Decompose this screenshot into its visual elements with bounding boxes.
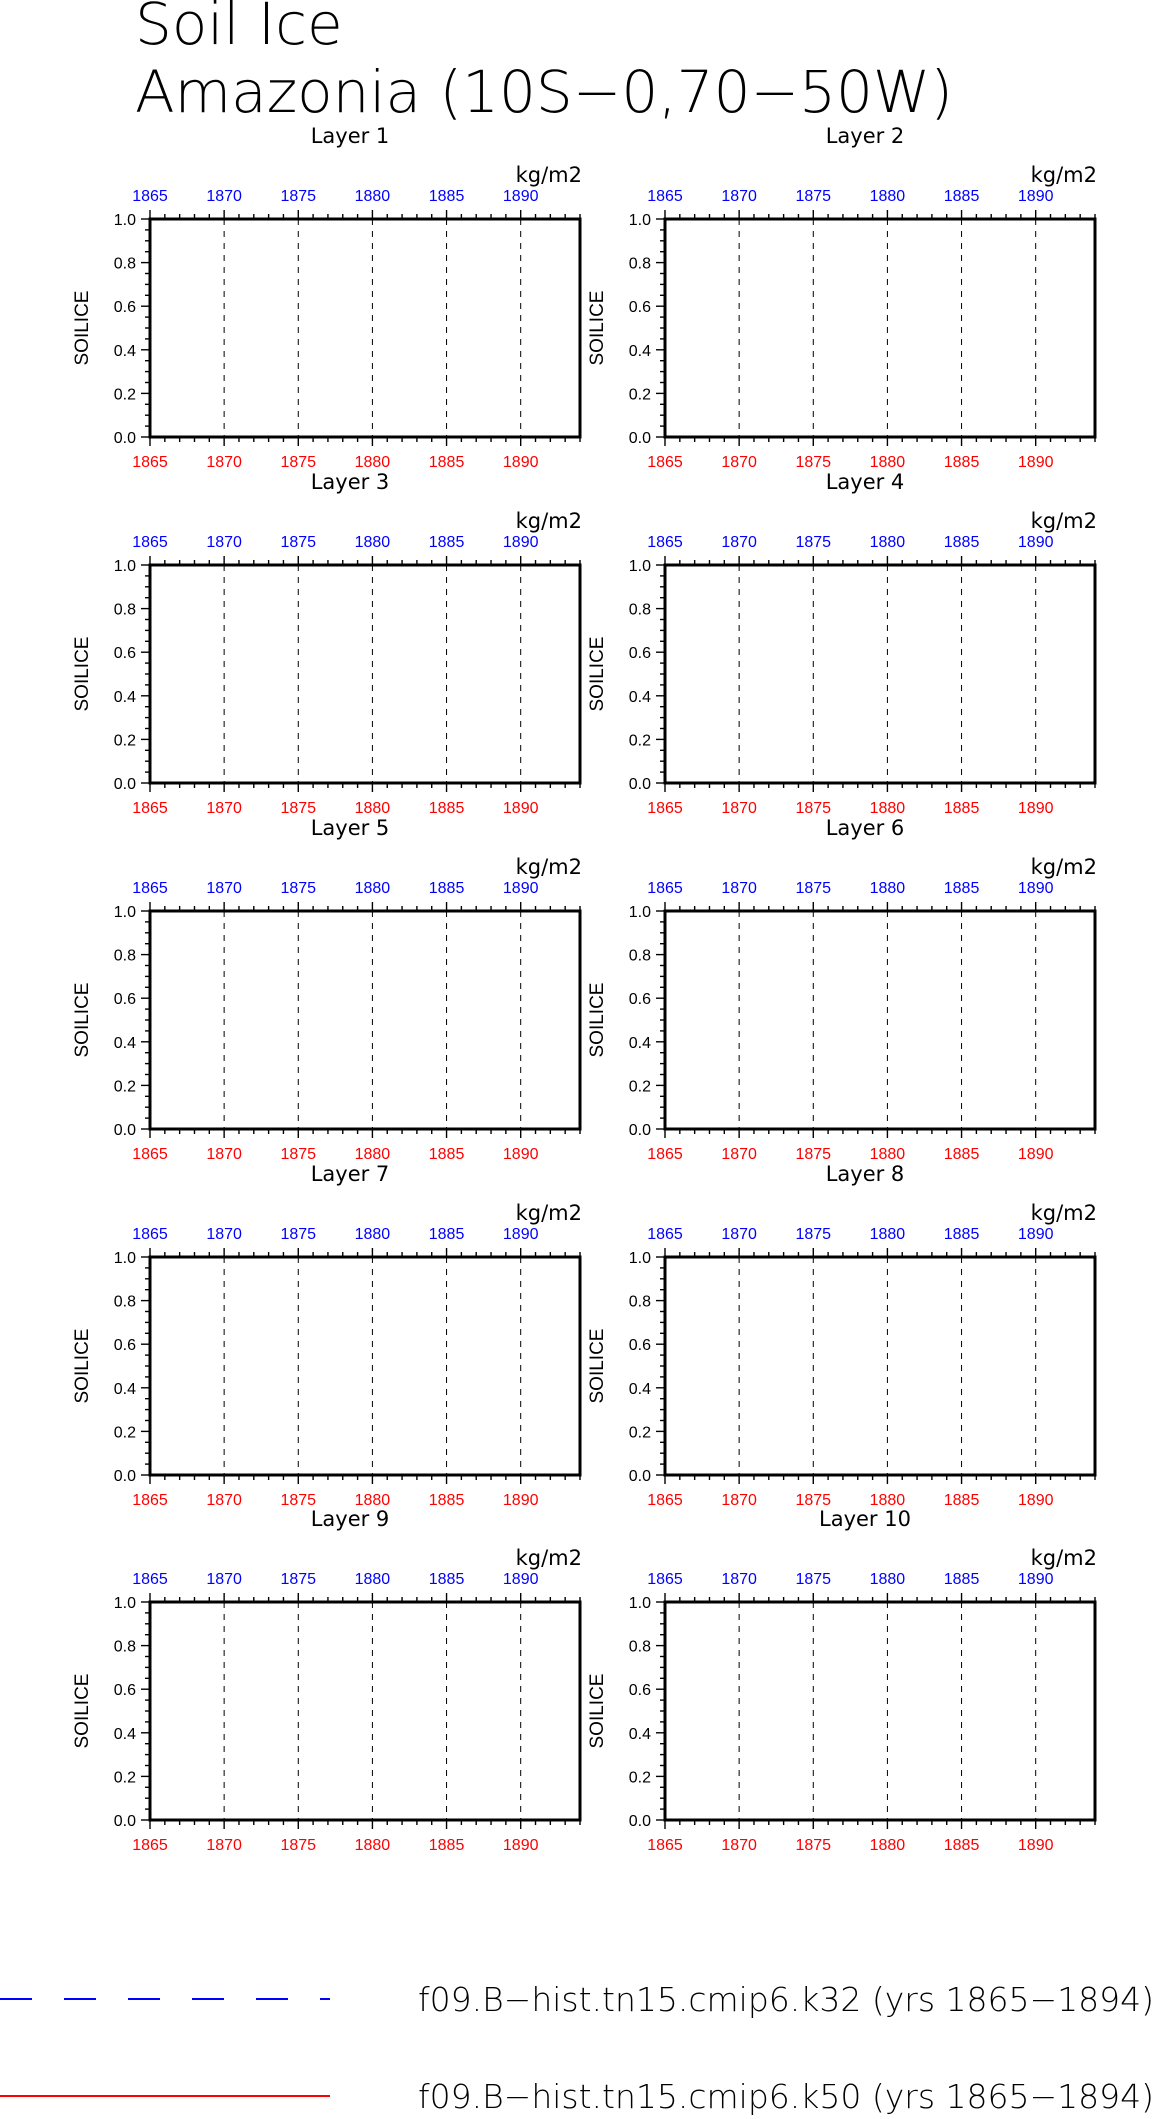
layer-6-xtick-label-bottom: 1870 (721, 1146, 757, 1163)
layer-10-xtick-label-top: 1885 (943, 1571, 980, 1588)
layer-4-xtick-label-bottom: 1890 (1017, 800, 1054, 817)
layer-9-ytick-label: 1.0 (113, 1595, 136, 1612)
layer-7-xtick-label-top: 1890 (502, 1226, 539, 1243)
layer-1-xtick-label-top: 1890 (502, 188, 539, 205)
layer-6-ytick-label: 0.4 (628, 1034, 651, 1052)
layer-3-plot-frame (150, 565, 580, 783)
layer-1-xtick-label-bottom: 1875 (280, 454, 317, 471)
layer-3-ylabel: SOILICE (72, 636, 93, 712)
layer-3-xtick-label-bottom: 1880 (354, 800, 391, 817)
layer-5-ytick-label: 0.4 (113, 1034, 136, 1052)
layer-10-ylabel: SOILICE (587, 1673, 608, 1749)
layer-6-ytick-label: 0.6 (628, 991, 651, 1009)
layer-4-xtick-label-bottom: 1870 (721, 800, 757, 817)
layer-2-ytick-label: 0.0 (628, 430, 651, 447)
layer-9-ytick-label: 0.8 (113, 1638, 136, 1656)
layer-7-ytick-label: 0.8 (113, 1293, 136, 1311)
layer-8-ytick-label: 1.0 (628, 1250, 651, 1267)
layer-5-units: kg/m2 (515, 855, 582, 879)
layer-8-title: Layer 8 (825, 1162, 905, 1186)
layer-10-title: Layer 10 (819, 1507, 911, 1531)
layer-9-ytick-label: 0.4 (113, 1725, 136, 1743)
layer-1-xtick-label-top: 1865 (132, 188, 168, 205)
layer-10-xtick-label-bottom: 1880 (869, 1837, 906, 1854)
layer-4-xtick-label-top: 1880 (869, 534, 906, 551)
layer-6-title: Layer 6 (825, 816, 905, 840)
layer-5-ytick-label: 1.0 (113, 904, 136, 921)
layer-10-xtick-label-bottom: 1885 (943, 1837, 980, 1854)
layer-10-ytick-label: 1.0 (628, 1595, 651, 1612)
layer-1-xtick-label-bottom: 1870 (206, 454, 242, 471)
layer-7-xtick-label-bottom: 1865 (132, 1492, 168, 1509)
layer-9-xtick-label-bottom: 1875 (280, 1837, 317, 1854)
layer-6-xtick-label-top: 1870 (721, 880, 757, 897)
layer-6-xtick-label-top: 1865 (647, 880, 683, 897)
layer-6-xtick-label-bottom: 1880 (869, 1146, 906, 1163)
layer-3-xtick-label-bottom: 1865 (132, 800, 168, 817)
layer-3-ytick-label: 0.0 (113, 776, 136, 793)
layer-6-ytick-label: 0.8 (628, 947, 651, 965)
layer-6-xtick-label-bottom: 1875 (795, 1146, 832, 1163)
layer-6-ytick-label: 0.0 (628, 1122, 651, 1139)
layer-2-xtick-label-top: 1885 (943, 188, 980, 205)
layer-7-xtick-label-bottom: 1870 (206, 1492, 242, 1509)
layer-10-xtick-label-top: 1865 (647, 1571, 683, 1588)
layer-8-ytick-label: 0.6 (628, 1337, 651, 1355)
layer-6-xtick-label-top: 1890 (1017, 880, 1054, 897)
layer-5-ytick-label: 0.8 (113, 947, 136, 965)
layer-10-ytick-label: 0.0 (628, 1813, 651, 1830)
layer-4-xtick-label-bottom: 1865 (647, 800, 683, 817)
layer-3-xtick-label-top: 1870 (206, 534, 242, 551)
layer-5-xtick-label-bottom: 1870 (206, 1146, 242, 1163)
layer-1-xtick-label-top: 1880 (354, 188, 391, 205)
layer-6-xtick-label-bottom: 1890 (1017, 1146, 1054, 1163)
layer-1-ytick-label: 0.2 (113, 386, 136, 404)
layer-8-units: kg/m2 (1030, 1201, 1097, 1225)
layer-4-units: kg/m2 (1030, 509, 1097, 533)
layer-6-panel (587, 816, 1097, 1163)
layer-4-xtick-label-bottom: 1885 (943, 800, 980, 817)
layer-6-xtick-label-top: 1875 (795, 880, 832, 897)
layer-5-xtick-label-top: 1880 (354, 880, 391, 897)
layer-9-xtick-label-top: 1865 (132, 1571, 168, 1588)
layer-2-xtick-label-bottom: 1865 (647, 454, 683, 471)
layer-9-xtick-label-bottom: 1890 (502, 1837, 539, 1854)
layer-7-ytick-label: 0.6 (113, 1337, 136, 1355)
layer-9-units: kg/m2 (515, 1546, 582, 1570)
layer-3-xtick-label-bottom: 1885 (428, 800, 465, 817)
layer-5-xtick-label-bottom: 1890 (502, 1146, 539, 1163)
layer-10-units: kg/m2 (1030, 1546, 1097, 1570)
layer-2-ytick-label: 0.6 (628, 299, 651, 317)
layer-8-ytick-label: 0.0 (628, 1468, 651, 1485)
layer-4-xtick-label-top: 1885 (943, 534, 980, 551)
layer-7-title: Layer 7 (310, 1162, 390, 1186)
layer-1-ytick-label: 0.0 (113, 430, 136, 447)
layer-9-xtick-label-bottom: 1885 (428, 1837, 465, 1854)
layer-10-xtick-label-bottom: 1870 (721, 1837, 757, 1854)
layer-8-xtick-label-top: 1865 (647, 1226, 683, 1243)
layer-7-ytick-label: 0.4 (113, 1380, 136, 1398)
layer-2-ylabel: SOILICE (587, 290, 608, 366)
layer-6-xtick-label-bottom: 1865 (647, 1146, 683, 1163)
layer-3-ytick-label: 1.0 (113, 558, 136, 575)
layer-10-ytick-label: 0.4 (628, 1725, 651, 1743)
layer-8-xtick-label-top: 1875 (795, 1226, 832, 1243)
layer-7-xtick-label-top: 1875 (280, 1226, 317, 1243)
layer-3-ytick-label: 0.6 (113, 645, 136, 663)
layer-3-ytick-label: 0.4 (113, 688, 136, 706)
layer-1-xtick-label-top: 1875 (280, 188, 317, 205)
panel-grid (72, 124, 1097, 1854)
layer-2-xtick-label-top: 1890 (1017, 188, 1054, 205)
legend-label-k32: f09.B−hist.tn15.cmip6.k32 (yrs 1865−1894) (417, 1980, 1154, 2019)
layer-5-ytick-label: 0.2 (113, 1078, 136, 1096)
layer-6-plot-frame (665, 911, 1095, 1129)
layer-2-xtick-label-top: 1875 (795, 188, 832, 205)
layer-5-xtick-label-top: 1875 (280, 880, 317, 897)
layer-10-xtick-label-top: 1875 (795, 1571, 832, 1588)
layer-10-ytick-label: 0.2 (628, 1769, 651, 1787)
layer-4-ytick-label: 0.8 (628, 601, 651, 619)
layer-1-panel (72, 124, 582, 471)
layer-5-ylabel: SOILICE (72, 982, 93, 1058)
layer-8-xtick-label-bottom: 1890 (1017, 1492, 1054, 1509)
legend (0, 1980, 1154, 2116)
layer-5-xtick-label-bottom: 1880 (354, 1146, 391, 1163)
layer-6-ytick-label: 0.2 (628, 1078, 651, 1096)
layer-1-xtick-label-top: 1870 (206, 188, 242, 205)
layer-2-ytick-label: 1.0 (628, 212, 651, 229)
layer-3-ytick-label: 0.8 (113, 601, 136, 619)
layer-4-ylabel: SOILICE (587, 636, 608, 712)
layer-8-xtick-label-bottom: 1865 (647, 1492, 683, 1509)
layer-7-xtick-label-bottom: 1880 (354, 1492, 391, 1509)
layer-3-xtick-label-top: 1885 (428, 534, 465, 551)
layer-3-xtick-label-top: 1865 (132, 534, 168, 551)
layer-2-plot-frame (665, 219, 1095, 437)
layer-4-ytick-label: 0.2 (628, 732, 651, 750)
layer-5-xtick-label-bottom: 1875 (280, 1146, 317, 1163)
layer-5-xtick-label-top: 1865 (132, 880, 168, 897)
layer-3-xtick-label-bottom: 1875 (280, 800, 317, 817)
layer-8-xtick-label-top: 1885 (943, 1226, 980, 1243)
layer-4-title: Layer 4 (825, 470, 905, 494)
layer-3-xtick-label-top: 1875 (280, 534, 317, 551)
layer-10-xtick-label-bottom: 1890 (1017, 1837, 1054, 1854)
layer-2-xtick-label-bottom: 1880 (869, 454, 906, 471)
layer-7-units: kg/m2 (515, 1201, 582, 1225)
legend-label-k50: f09.B−hist.tn15.cmip6.k50 (yrs 1865−1894) (417, 2077, 1154, 2116)
layer-2-xtick-label-bottom: 1875 (795, 454, 832, 471)
layer-1-ylabel: SOILICE (72, 290, 93, 366)
layer-4-ytick-label: 0.6 (628, 645, 651, 663)
layer-4-plot-frame (665, 565, 1095, 783)
layer-10-xtick-label-top: 1890 (1017, 1571, 1054, 1588)
layer-1-ytick-label: 1.0 (113, 212, 136, 229)
layer-10-ytick-label: 0.6 (628, 1682, 651, 1700)
layer-4-ytick-label: 0.0 (628, 776, 651, 793)
layer-5-xtick-label-top: 1890 (502, 880, 539, 897)
layer-1-ytick-label: 0.4 (113, 342, 136, 360)
layer-1-title: Layer 1 (310, 124, 390, 148)
layer-9-xtick-label-top: 1870 (206, 1571, 242, 1588)
layer-1-ytick-label: 0.8 (113, 255, 136, 273)
layer-9-xtick-label-bottom: 1865 (132, 1837, 168, 1854)
layer-8-ytick-label: 0.2 (628, 1424, 651, 1442)
layer-5-plot-frame (150, 911, 580, 1129)
layer-4-xtick-label-bottom: 1880 (869, 800, 906, 817)
layer-6-xtick-label-top: 1885 (943, 880, 980, 897)
layer-9-ytick-label: 0.0 (113, 1813, 136, 1830)
layer-8-xtick-label-bottom: 1885 (943, 1492, 980, 1509)
layer-1-units: kg/m2 (515, 163, 582, 187)
layer-4-xtick-label-top: 1875 (795, 534, 832, 551)
layer-7-ylabel: SOILICE (72, 1328, 93, 1404)
layer-1-xtick-label-bottom: 1890 (502, 454, 539, 471)
layer-10-ytick-label: 0.8 (628, 1638, 651, 1656)
layer-9-title: Layer 9 (310, 1507, 390, 1531)
layer-7-ytick-label: 0.2 (113, 1424, 136, 1442)
layer-3-ytick-label: 0.2 (113, 732, 136, 750)
layer-7-xtick-label-bottom: 1875 (280, 1492, 317, 1509)
layer-4-xtick-label-top: 1890 (1017, 534, 1054, 551)
layer-7-ytick-label: 0.0 (113, 1468, 136, 1485)
layer-3-xtick-label-bottom: 1870 (206, 800, 242, 817)
layer-5-xtick-label-top: 1870 (206, 880, 242, 897)
layer-4-xtick-label-top: 1870 (721, 534, 757, 551)
layer-10-xtick-label-bottom: 1875 (795, 1837, 832, 1854)
layer-7-plot-frame (150, 1257, 580, 1475)
layer-5-xtick-label-top: 1885 (428, 880, 465, 897)
layer-9-ylabel: SOILICE (72, 1673, 93, 1749)
layer-3-title: Layer 3 (310, 470, 390, 494)
layer-9-xtick-label-bottom: 1870 (206, 1837, 242, 1854)
layer-3-xtick-label-top: 1890 (502, 534, 539, 551)
layer-5-xtick-label-bottom: 1865 (132, 1146, 168, 1163)
layer-3-panel (72, 470, 582, 817)
layer-9-ytick-label: 0.6 (113, 1682, 136, 1700)
layer-7-ytick-label: 1.0 (113, 1250, 136, 1267)
layer-8-ytick-label: 0.8 (628, 1293, 651, 1311)
layer-2-ytick-label: 0.2 (628, 386, 651, 404)
layer-1-plot-frame (150, 219, 580, 437)
layer-1-xtick-label-top: 1885 (428, 188, 465, 205)
layer-4-ytick-label: 1.0 (628, 558, 651, 575)
layer-3-xtick-label-bottom: 1890 (502, 800, 539, 817)
layer-2-xtick-label-bottom: 1870 (721, 454, 757, 471)
layer-7-xtick-label-bottom: 1890 (502, 1492, 539, 1509)
layer-8-xtick-label-top: 1880 (869, 1226, 906, 1243)
layer-8-ylabel: SOILICE (587, 1328, 608, 1404)
layer-10-xtick-label-bottom: 1865 (647, 1837, 683, 1854)
layer-2-ytick-label: 0.4 (628, 342, 651, 360)
layer-9-xtick-label-top: 1880 (354, 1571, 391, 1588)
layer-8-ytick-label: 0.4 (628, 1380, 651, 1398)
layer-5-xtick-label-bottom: 1885 (428, 1146, 465, 1163)
layer-8-xtick-label-bottom: 1870 (721, 1492, 757, 1509)
layer-9-xtick-label-top: 1890 (502, 1571, 539, 1588)
layer-1-ytick-label: 0.6 (113, 299, 136, 317)
layer-8-xtick-label-bottom: 1880 (869, 1492, 906, 1509)
figure-title-line-1: Soil Ice (135, 0, 343, 58)
layer-9-plot-frame (150, 1602, 580, 1820)
layer-7-xtick-label-top: 1865 (132, 1226, 168, 1243)
layer-4-xtick-label-top: 1865 (647, 534, 683, 551)
layer-2-xtick-label-top: 1870 (721, 188, 757, 205)
layer-2-units: kg/m2 (1030, 163, 1097, 187)
layer-10-xtick-label-top: 1870 (721, 1571, 757, 1588)
layer-3-units: kg/m2 (515, 509, 582, 533)
layer-1-xtick-label-bottom: 1865 (132, 454, 168, 471)
layer-4-xtick-label-bottom: 1875 (795, 800, 832, 817)
layer-7-xtick-label-bottom: 1885 (428, 1492, 465, 1509)
layer-5-title: Layer 5 (310, 816, 390, 840)
layer-4-panel (587, 470, 1097, 817)
layer-6-units: kg/m2 (1030, 855, 1097, 879)
layer-2-xtick-label-top: 1880 (869, 188, 906, 205)
layer-3-xtick-label-top: 1880 (354, 534, 391, 551)
layer-8-xtick-label-top: 1890 (1017, 1226, 1054, 1243)
layer-5-ytick-label: 0.6 (113, 991, 136, 1009)
layer-2-xtick-label-bottom: 1885 (943, 454, 980, 471)
layer-9-xtick-label-bottom: 1880 (354, 1837, 391, 1854)
layer-8-plot-frame (665, 1257, 1095, 1475)
layer-8-panel (587, 1162, 1097, 1509)
layer-5-ytick-label: 0.0 (113, 1122, 136, 1139)
layer-9-ytick-label: 0.2 (113, 1769, 136, 1787)
layer-4-ytick-label: 0.4 (628, 688, 651, 706)
layer-7-panel (72, 1162, 582, 1509)
layer-9-xtick-label-top: 1875 (280, 1571, 317, 1588)
layer-6-ylabel: SOILICE (587, 982, 608, 1058)
layer-9-xtick-label-top: 1885 (428, 1571, 465, 1588)
layer-7-xtick-label-top: 1885 (428, 1226, 465, 1243)
layer-10-xtick-label-top: 1880 (869, 1571, 906, 1588)
layer-9-panel (72, 1507, 582, 1854)
layer-2-xtick-label-bottom: 1890 (1017, 454, 1054, 471)
layer-8-xtick-label-top: 1870 (721, 1226, 757, 1243)
layer-1-xtick-label-bottom: 1880 (354, 454, 391, 471)
layer-7-xtick-label-top: 1870 (206, 1226, 242, 1243)
layer-6-xtick-label-top: 1880 (869, 880, 906, 897)
layer-2-panel (587, 124, 1097, 471)
layer-10-plot-frame (665, 1602, 1095, 1820)
layer-10-panel (587, 1507, 1097, 1854)
layer-5-panel (72, 816, 582, 1163)
layer-6-xtick-label-bottom: 1885 (943, 1146, 980, 1163)
figure-title-line-2: Amazonia (10S−0,70−50W) (135, 58, 953, 126)
layer-6-ytick-label: 1.0 (628, 904, 651, 921)
layer-7-xtick-label-top: 1880 (354, 1226, 391, 1243)
layer-1-xtick-label-bottom: 1885 (428, 454, 465, 471)
layer-8-xtick-label-bottom: 1875 (795, 1492, 832, 1509)
layer-2-title: Layer 2 (825, 124, 905, 148)
layer-2-ytick-label: 0.8 (628, 255, 651, 273)
layer-2-xtick-label-top: 1865 (647, 188, 683, 205)
